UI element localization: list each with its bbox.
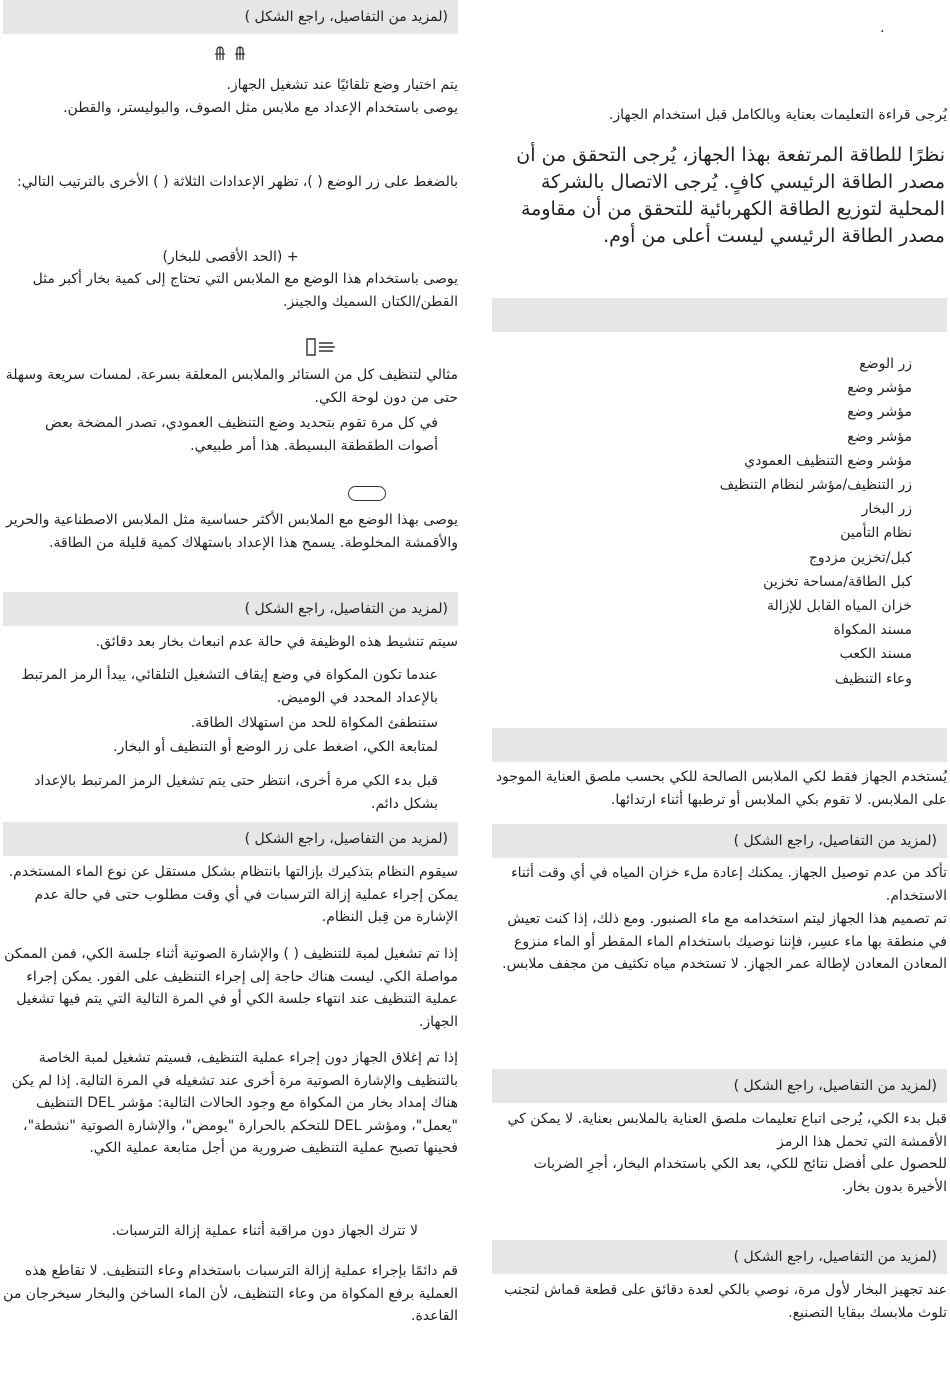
power-paragraph: نظرًا للطاقة المرتفعة بهذا الجهاز، يُرجى التحقق من أن مصدر الطاقة الرئيسي كافٍ. يُرجى الاتصال بالشركة المحلية لتوزيع الطاقة الكهربائية للتحقق من أن مقاومة مصدر الطاقة الرئيسي ليست أعلى من أوم. — [516, 144, 945, 247]
usage-paragraph: يُستخدم الجهاز فقط لكي الملابس الصالحة للكي بحسب ملصق العناية الموجود على الملابس. لا تقوم بكي الملابس أو ترطبها أثناء ارتدائها. — [495, 769, 947, 808]
list-item: زر الوضع — [859, 356, 912, 372]
eco-mode-icon — [348, 486, 386, 501]
max-steam-paragraph: يوصى باستخدام هذا الوضع مع الملابس التي تحتاج إلى كمية بخار أكبر مثل القطن/الكتان السميك والجينز. — [32, 271, 458, 310]
double-steam-icon — [213, 44, 255, 64]
clean-paragraph-3: إذا تم إغلاق الجهاز دون إجراء عملية التنظيف، فسيتم تشغيل لمبة الخاصة بالتنظيف والإشارة الصوتية مرة أخرى عند تشغيله في المرة التالية. إذا لم يكن هناك إمداد بخار من المكواة مع وجود الحالات التالية: مؤشر DEL التنظيف "يعمل"، ومؤشر DEL للتحكم بالحرارة "يومض"، والإشارة الصوتية "نشطة"، فحينها تصبح عملية التنظيف ضرورية من أجل متابعة عملية الكي. — [11, 1050, 458, 1156]
vertical-steam-glyph — [303, 336, 339, 358]
standby-item-1: عندما تكون المكواة في وضع إيقاف التشغيل التلقائي، يبدأ الرمز المرتبط بالإعداد المحدد في الوميض. — [21, 667, 438, 706]
list-item: زر البخار — [861, 501, 912, 518]
label-paragraph-1: قبل بدء الكي، يُرجى اتباع تعليمات ملصق العناية بالملابس بعناية. لا يمكن كي الأقمشة التي تحمل هذا الرمز — [507, 1111, 947, 1150]
clean-paragraph-1: سيقوم النظام بتذكيرك بإزالتها بانتظام بشكل مستقل عن نوع الماء المستخدم. يمكن إجراء عملية إزالة الترسبات في أي وقت مطلوب حتى في حالة عدم الإشارة من قِبل النظام. — [8, 864, 458, 925]
section-bar-cleaning: (لمزيد من التفاصيل، راجع الشكل ) — [3, 822, 458, 856]
auto-paragraph-1: يتم اختيار وضع تلقائيًا عند تشغيل الجهاز. — [226, 77, 458, 93]
vertical-paragraph-1: مثالي لتنظيف كل من الستائر والملابس المعلقة بسرعة. لمسات سريعة وسهلة حتى من دون لوحة الكي. — [5, 367, 458, 406]
left-column — [3, 0, 458, 1374]
section-bar-water: (لمزيد من التفاصيل، راجع الشكل ) — [492, 824, 947, 858]
water-paragraph-1: تأكد من عدم توصيل الجهاز. يمكنك إعادة ملء خزان المياه في أي وقت أثناء الاستخدام. — [511, 865, 947, 904]
clean-warning: لا تترك الجهاز دون مراقبة أثناء عملية إزالة الترسبات. — [111, 1223, 418, 1239]
auto-paragraph-2: يوصى باستخدام الإعداد مع ملابس مثل الصوف، والبوليستر، والقطن. — [63, 100, 458, 116]
vertical-paragraph-2: في كل مرة تقوم بتحديد وضع التنظيف العمودي، تصدر المضخة بعض أصوات الطقطقة البسيطة. هذا أمر طبيعي. — [44, 415, 438, 454]
parts-list — [720, 352, 912, 691]
clean-paragraph-2: إذا تم تشغيل لمبة للتنظيف ( ) والإشارة الصوتية أثناء جلسة الكي، فمن الممكن مواصلة الكي. ليست هناك حاجة إلى إجراء التنظيف على الفور. يمكن إجراء عملية التنظيف عند انتهاء جلسة الكي أو في المرة التالية التي يتم فيها تشغيل الجهاز. — [4, 946, 458, 1030]
list-item: كبل/تخزين مزدوج — [808, 549, 912, 566]
standby-item-2: ستنطفئ المكواة للحد من استهلاك الطاقة. — [190, 715, 438, 731]
standby-paragraph: سيتم تنشيط هذه الوظيفة في حالة عدم انبعاث بخار بعد دقائق. — [95, 634, 458, 650]
list-item: مؤشر وضع — [847, 404, 912, 421]
right-column — [492, 0, 947, 1374]
clean-paragraph-4: قم دائمًا بإجراء عملية إزالة الترسبات باستخدام وعاء التنظيف. لا تقاطع هذه العملية برفع المكواة من وعاء التنظيف، لأن الماء الساخن والبخار سيخرجان من القاعدة. — [3, 1263, 458, 1324]
water-paragraph-2: تم تصميم هذا الجهاز ليتم استخدامه مع ماء الصنبور. ومع ذلك، إذا كنت تعيش في منطقة بها ماء عسِر، فإننا نوصيك باستخدام الماء المقطر أو الماء منزوع المعادن المعادن لإطالة عمر الجهاز. لا تستخدم مياه تكثيف من مجفف ملابس. — [502, 911, 947, 972]
list-item: مؤشر وضع — [847, 380, 912, 397]
first-use-paragraph: عند تجهيز البخار لأول مرة، نوصي بالكي لعدة دقائق على قطعة قماش لتجنب تلوث ملابسك ببقايا التصنيع. — [504, 1282, 947, 1321]
section-bar-usage — [492, 728, 947, 762]
eco-paragraph: يوصى بهذا الوضع مع الملابس الأكثر حساسية مثل الملابس الاصطناعية والحرير والأقمشة المخلوطة. يسمح هذا الإعداد باستهلاك كمية قليلة من الطاقة. — [6, 512, 458, 551]
list-item: مسند المكواة — [833, 622, 912, 639]
list-item: مسند الكعب — [839, 646, 912, 663]
list-item: نظام التأمين — [840, 525, 912, 542]
list-item: مؤشر وضع — [847, 428, 912, 445]
section-bar-modes: (لمزيد من التفاصيل، راجع الشكل ) — [3, 0, 458, 34]
stray-dot: . — [880, 20, 885, 36]
section-bar-first-use: (لمزيد من التفاصيل، راجع الشكل ) — [492, 1240, 947, 1274]
standby-item-3: لمتابعة الكي، اضغط على زر الوضع أو التنظيف أو البخار. — [113, 739, 438, 755]
auto-mode-icon — [213, 44, 255, 68]
list-item: مؤشر وضع التنظيف العمودي — [744, 452, 912, 469]
section-bar-label: (لمزيد من التفاصيل، راجع الشكل ) — [492, 1069, 947, 1103]
label-paragraph-2: للحصول على أفضل نتائج للكي، بعد الكي باستخدام البخار، أجرِ الضربات الأخيرة بدون بخار. — [533, 1156, 947, 1195]
list-item: وعاء التنظيف — [834, 670, 912, 687]
section-bar-standby: (لمزيد من التفاصيل، راجع الشكل ) — [3, 592, 458, 626]
max-steam-title: + (الحد الأقصى للبخار) — [162, 249, 299, 265]
mode-button-paragraph: بالضغط على زر الوضع ( )، تظهر الإعدادات الثلاثة ( ) الأخرى بالترتيب التالي: — [17, 174, 458, 190]
list-item: خزان المياه القابل للإزالة — [766, 598, 912, 615]
list-item: كبل الطاقة/مساحة تخزين — [763, 573, 912, 590]
section-bar-parts — [492, 298, 947, 332]
list-item: زر التنظيف/مؤشر لنظام التنظيف — [719, 477, 912, 494]
standby-paragraph-2: قبل بدء الكي مرة أخرى، انتظر حتى يتم تشغيل الرمز المرتبط بالإعداد بشكل دائم. — [34, 773, 438, 812]
intro-line: يُرجى قراءة التعليمات بعناية وبالكامل قبل استخدام الجهاز. — [608, 107, 947, 123]
vertical-steam-icon — [303, 336, 339, 362]
